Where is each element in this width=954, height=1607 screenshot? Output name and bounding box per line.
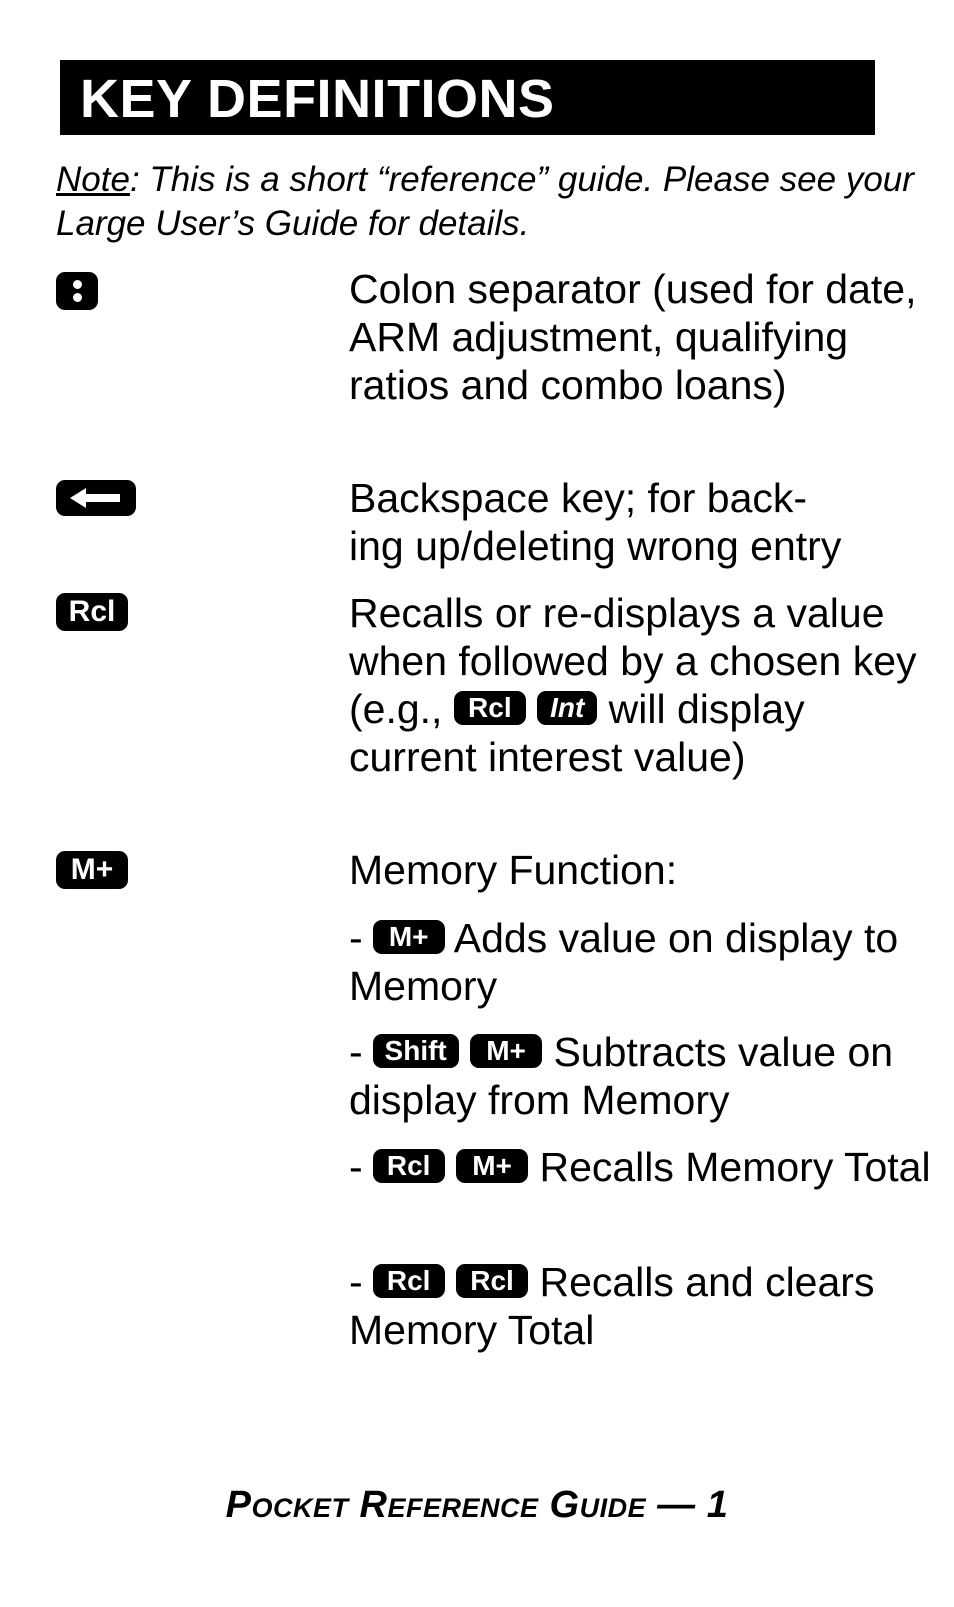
memory-item-clear	[349, 1258, 939, 1354]
mplus-key-cell	[56, 851, 128, 889]
rcl-desc-before: Recalls or re-displays a value when followed by a chosen key (e.g.,	[349, 590, 917, 732]
memory-function-title: Memory Function:	[349, 847, 678, 893]
memory-item-text: Recalls and clears Memory Total	[349, 1259, 875, 1353]
page-footer: Pocket Reference Guide — 1	[225, 1484, 729, 1526]
memory-item-dash: -	[349, 915, 363, 961]
note-text: : This is a short “reference” guide. Please see your Large User’s Guide for details.	[56, 160, 914, 243]
backspace-key-description	[349, 474, 939, 570]
backspace-line-1: Backspace key; for back-	[349, 475, 808, 521]
rcl-key-inline-icon: Rcl	[373, 1149, 445, 1183]
rcl-key-icon: Rcl	[56, 593, 128, 631]
colon-key-cell	[56, 272, 98, 310]
rcl-key-inline-icon: Rcl	[373, 1264, 445, 1298]
memory-item-add	[349, 914, 939, 1010]
memory-item-text: Recalls Memory Total	[528, 1144, 931, 1190]
memory-item-subtract	[349, 1028, 939, 1124]
colon-key-icon	[56, 272, 98, 310]
colon-dot-top	[73, 280, 82, 289]
backspace-key-icon	[56, 480, 136, 516]
memory-item-text: Subtracts value on display from Memory	[349, 1029, 894, 1123]
reference-note	[56, 158, 916, 246]
mplus-key-inline-icon: M+	[470, 1034, 542, 1068]
memory-item-dash: -	[349, 1144, 363, 1190]
shift-key-inline-icon: Shift	[373, 1034, 459, 1068]
mplus-key-inline-icon: M+	[373, 920, 445, 954]
memory-item-dash: -	[349, 1029, 363, 1075]
colon-dot-bottom	[73, 293, 82, 302]
page-title: KEY DEFINITIONS	[80, 69, 555, 129]
mplus-key-icon: M+	[56, 851, 128, 889]
rcl-key-cell	[56, 593, 128, 631]
section-header	[60, 60, 875, 135]
note-lead: Note	[56, 160, 130, 199]
backspace-line-2: ing up/deleting wrong entry	[349, 523, 842, 569]
rcl-key-description	[349, 589, 939, 781]
mplus-key-inline-icon: M+	[456, 1149, 528, 1183]
memory-item-text: Adds value on display to Memory	[349, 915, 899, 1009]
rcl-key-inline-icon: Rcl	[454, 691, 526, 725]
backspace-key-cell	[56, 480, 136, 516]
memory-item-recall	[349, 1143, 939, 1191]
rcl-desc-after: will display current interest value)	[349, 686, 805, 780]
memory-item-dash: -	[349, 1259, 363, 1305]
int-key-inline-icon: Int	[537, 691, 597, 725]
colon-key-description: Colon separator (used for date, ARM adjustment, qualifying ratios and combo loans)	[349, 266, 917, 408]
rcl-key-inline-icon: Rcl	[456, 1264, 528, 1298]
